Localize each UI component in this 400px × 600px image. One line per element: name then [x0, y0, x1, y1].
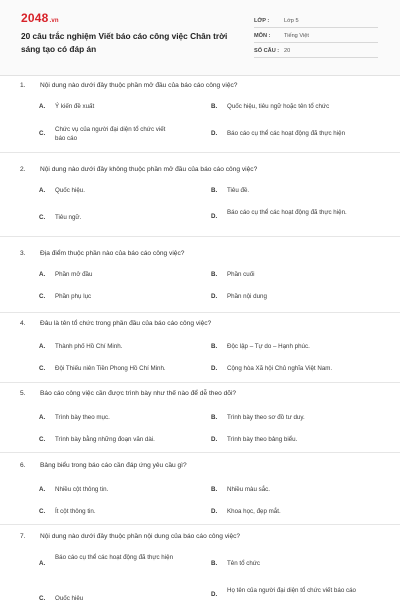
question-text: 6. Bảng biểu trong báo cáo cần đáp ứng yêu cầu gì? — [20, 462, 187, 469]
page-title: 20 câu trắc nghiệm Viết báo cáo công việc Chân trời sáng tạo có đáp án — [21, 31, 228, 54]
question-text: 2. Nội dung nào dưới đây không thuộc phần mở đầu của báo cáo công việc? — [20, 166, 258, 173]
question-text: 7. Nội dung nào dưới đây thuộc phần nội dung của báo cáo công việc? — [20, 533, 241, 540]
question-text: 1. Nội dung nào dưới đây thuộc phần mở đầu của báo cáo công việc? — [20, 82, 238, 89]
question-6: 6. Bảng biểu trong báo cáo cần đáp ứng yêu cầu gì? A. Nhiều cột thông tin. B. Nhiều màu sắc. C. Ít cột thông tin. D. Khoa học, đẹp mắt. — [0, 462, 400, 525]
question-text: 4. Đâu là tên tổ chức trong phần đầu của báo cáo công việc? — [20, 320, 212, 327]
question-text: 5. Báo cáo công việc cần được trình bày như thế nào để dễ theo dõi? — [20, 390, 237, 397]
meta-question-count: SỐ CÂU : 20 — [254, 44, 378, 58]
question-7: 7. Nội dung nào dưới đây thuộc phần nội dung của báo cáo công việc? A. Báo cáo cụ thể các hoạt động đã thực hiện B. Tên tổ chức C. Quốc hiệu D. Họ tên của người đại diện tổ chức viết báo cáo — [20, 533, 356, 600]
meta-subject: MÔN : Tiếng Việt — [254, 29, 378, 43]
question-4: 4. Đâu là tên tổ chức trong phần đầu của báo cáo công việc? A. Thành phố Hồ Chí Minh. B. Độc lập – Tự do – Hạnh phúc. C. Đội Thiếu niên Tiền Phong Hồ Chí Minh. D. Cộng hòa Xã hội Chủ nghĩa Việt Nam. — [0, 320, 400, 383]
meta-grade: LỚP : Lớp 5 — [254, 14, 378, 28]
question-5: 5. Báo cáo công việc cần được trình bày như thế nào để dễ theo dõi? A. Trình bày theo mục. B. Trình bày theo sơ đồ tư duy. C. Trình bày bằng những đoạn văn dài. D. Trình bày theo bảng biểu. — [0, 390, 400, 453]
question-2: 2. Nội dung nào dưới đây không thuộc phần mở đầu của báo cáo công việc? A. Quốc hiệu. B. Tiêu đề. C. Tiêu ngữ. D. Báo cáo cụ thể các hoạt động đã thực hiện. — [0, 166, 400, 237]
question-text: 3. Địa điểm thuộc phần nào của báo cáo công việc? — [20, 250, 185, 257]
site-logo[interactable]: 2048.vn — [21, 11, 59, 25]
document-header — [0, 0, 400, 76]
question-3: 3. Địa điểm thuộc phần nào của báo cáo công việc? A. Phần mở đầu B. Phần cuối C. Phần phụ lục D. Phần nội dung — [0, 250, 400, 313]
question-1: 1. Nội dung nào dưới đây thuộc phần mở đầu của báo cáo công việc? A. Ý kiến đề xuất B. Quốc hiệu, tiêu ngữ hoặc tên tổ chức C. Chức vụ của người đại diện tổ chức viết báo cáo D. Báo cáo cụ thể các hoạt động đã thực hiện — [0, 82, 400, 153]
